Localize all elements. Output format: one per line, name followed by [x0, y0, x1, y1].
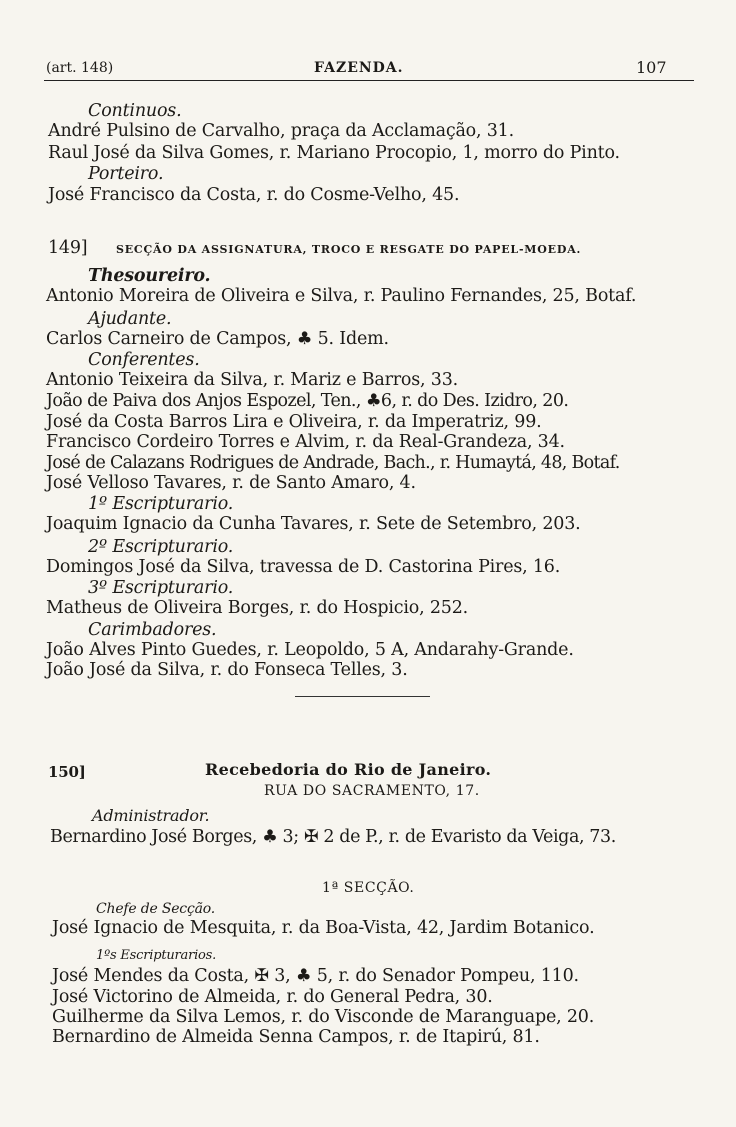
entry-line: Joaquim Ignacio da Cunha Tavares, r. Sete de Setembro, 203. [46, 514, 581, 534]
entry-line: Bernardino José Borges, ♣ 3; ✠ 2 de P., r. de Evaristo da Veiga, 73. [50, 827, 616, 847]
entry-line: Raul José da Silva Gomes, r. Mariano Procopio, 1, morro do Pinto. [48, 143, 620, 163]
role-administrador: Administrador. [92, 806, 210, 825]
section-number-149: 149] [48, 238, 88, 258]
role-ajudante: Ajudante. [88, 309, 172, 329]
section-divider [295, 696, 430, 697]
entry-line: Antonio Teixeira da Silva, r. Mariz e Barros, 33. [46, 370, 459, 390]
role-carimbadores: Carimbadores. [88, 620, 217, 640]
entry-line: João Alves Pinto Guedes, r. Leopoldo, 5 A, Andarahy-Grande. [46, 640, 574, 660]
header-article-ref: (art. 148) [46, 60, 114, 76]
entry-line: José Victorino de Almeida, r. do General Pedra, 30. [52, 987, 493, 1007]
entry-line: Francisco Cordeiro Torres e Alvim, r. da Real-Grandeza, 34. [46, 432, 565, 452]
role-chefe-seccao: Chefe de Secção. [96, 901, 215, 917]
section-title-150: Recebedoria do Rio de Janeiro. [205, 760, 492, 779]
entry-line: João de Paiva dos Anjos Espozel, Ten., ♣6, r. do Des. Izidro, 20. [46, 391, 569, 411]
section-number-150: 150] [48, 763, 86, 781]
role-thesoureiro: Thesoureiro. [88, 266, 211, 286]
entry-line: José da Costa Barros Lira e Oliveira, r. da Imperatriz, 99. [46, 412, 542, 432]
entry-line: José de Calazans Rodrigues de Andrade, Bach., r. Humaytá, 48, Botaf. [46, 453, 620, 473]
entry-line: Antonio Moreira de Oliveira e Silva, r. Paulino Fernandes, 25, Botaf. [46, 286, 637, 306]
entry-line: José Mendes da Costa, ✠ 3, ♣ 5, r. do Senador Pompeu, 110. [52, 966, 579, 986]
entry-line: José Velloso Tavares, r. de Santo Amaro, 4. [46, 473, 416, 493]
entry-line: Domingos José da Silva, travessa de D. Castorina Pires, 16. [46, 557, 561, 577]
role-escripturarios: 1ºs Escripturarios. [96, 948, 217, 963]
section-subtitle-150: RUA DO SACRAMENTO, 17. [264, 783, 480, 799]
entry-line: José Ignacio de Mesquita, r. da Boa-Vista, 42, Jardim Botanico. [52, 918, 595, 938]
entry-line: João José da Silva, r. do Fonseca Telles, 3. [46, 660, 408, 680]
role-continuos: Continuos. [88, 101, 182, 121]
role-escripturario-1: 1º Escripturario. [88, 494, 234, 514]
role-porteiro: Porteiro. [88, 164, 164, 184]
role-escripturario-2: 2º Escripturario. [88, 537, 234, 557]
entry-line: Guilherme da Silva Lemos, r. do Visconde de Maranguape, 20. [52, 1007, 595, 1027]
page-number: 107 [636, 58, 667, 77]
running-header [44, 58, 694, 81]
role-conferentes: Conferentes. [88, 350, 200, 370]
entry-line: Carlos Carneiro de Campos, ♣ 5. Idem. [46, 329, 389, 349]
role-escripturario-3: 3º Escripturario. [88, 578, 234, 598]
entry-line: José Francisco da Costa, r. do Cosme-Velho, 45. [48, 185, 460, 205]
header-title: FAZENDA. [314, 60, 404, 76]
entry-line: André Pulsino de Carvalho, praça da Acclamação, 31. [48, 121, 514, 141]
subsection-heading: 1ª SECÇÃO. [322, 880, 415, 896]
entry-line: Matheus de Oliveira Borges, r. do Hospicio, 252. [46, 598, 468, 618]
section-title-149: SECÇÃO DA ASSIGNATURA, TROCO E RESGATE DO PAPEL-MOEDA. [116, 243, 582, 256]
entry-line: Bernardino de Almeida Senna Campos, r. de Itapirú, 81. [52, 1027, 540, 1047]
